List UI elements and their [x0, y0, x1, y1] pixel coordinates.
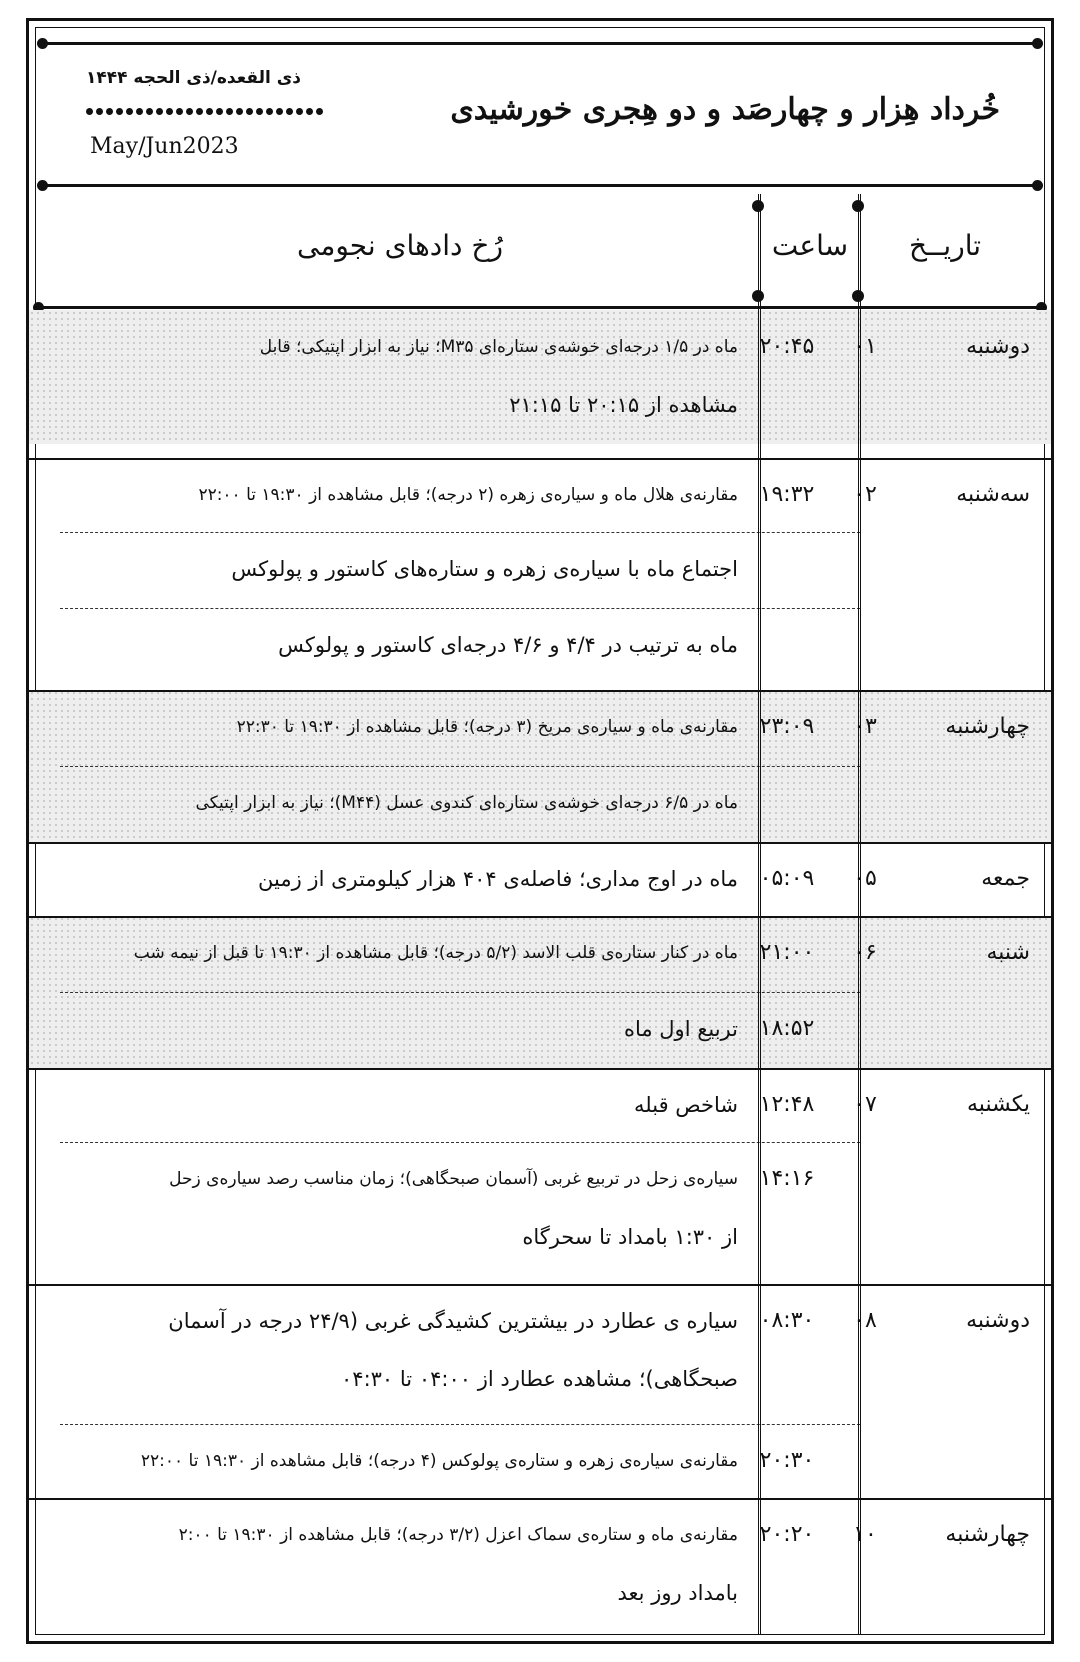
page-title: خُرداد هِزار و چهارصَد و دو هِجری خورشیدی — [450, 92, 1000, 127]
event-time: ۰۵:۰۹ — [759, 866, 815, 891]
row-day-number: ۱۰ — [853, 1522, 877, 1547]
row-day-name: یکشنبه — [967, 1092, 1030, 1117]
event-time: ۲۱:۰۰ — [759, 940, 815, 965]
row-day-name: دوشنبه — [966, 1308, 1030, 1333]
event-separator — [60, 608, 860, 609]
event-text: صبحگاهی)؛ مشاهده عطارد از ۰۴:۰۰ تا ۰۴:۳۰ — [341, 1367, 738, 1391]
row-separator — [26, 458, 1054, 460]
row-day-name: چهارشنبه — [945, 714, 1030, 739]
column-header-date: تاریــخ — [908, 228, 982, 262]
row-day-number: ۰۸ — [853, 1308, 877, 1333]
divider-knob — [852, 290, 864, 302]
event-text: سیاره‌ی زحل در تربیع غربی (آسمان صبحگاهی)؛ زمان مناسب رصد سیاره‌ی زحل — [169, 1169, 738, 1189]
row-day-number: ۰۲ — [853, 482, 877, 507]
row-separator — [26, 916, 1054, 918]
row-day-name: چهارشنبه — [945, 1522, 1030, 1547]
divider-knob — [752, 200, 764, 212]
row-day-number: ۰۳ — [853, 714, 877, 739]
row-separator — [26, 1284, 1054, 1286]
event-separator — [60, 1424, 860, 1425]
row-day-number: ۰۱ — [853, 334, 877, 359]
event-text: ماه به ترتیب در ۴/۴ و ۴/۶ درجه‌ای کاستور و پولوکس — [278, 633, 738, 657]
divider-knob — [752, 290, 764, 302]
event-text: مقارنه‌ی هلال ماه و سیاره‌ی زهره (۲ درجه)؛ قابل مشاهده از ۱۹:۳۰ تا ۲۲:۰۰ — [198, 485, 738, 505]
column-header-time: ساعت — [771, 228, 849, 262]
event-time: ۱۲:۴۸ — [759, 1092, 815, 1117]
event-text: مقارنه‌ی ماه و ستاره‌ی سماک اعزل (۳/۲ درجه)؛ قابل مشاهده از ۱۹:۳۰ تا ۲:۰۰ — [178, 1525, 738, 1545]
row-separator — [26, 842, 1054, 844]
event-text: از ۱:۳۰ بامداد تا سحرگاه — [522, 1225, 738, 1249]
event-time: ۰۸:۳۰ — [759, 1308, 815, 1333]
row-day-number: ۰۵ — [853, 866, 877, 891]
row-day-name: جمعه — [981, 866, 1030, 891]
event-time: ۲۰:۲۰ — [759, 1522, 815, 1547]
event-text: مشاهده از ۲۰:۱۵ تا ۲۱:۱۵ — [509, 393, 738, 417]
row-separator — [26, 1068, 1054, 1070]
event-separator — [60, 992, 860, 993]
row-day-number: ۰۷ — [853, 1092, 877, 1117]
event-time: ۱۴:۱۶ — [759, 1166, 815, 1191]
row-day-name: سه‌شنبه — [956, 482, 1030, 507]
hijri-months: ذی القعده/ذی الحجه ۱۴۴۴ — [86, 68, 302, 88]
date-time-divider — [858, 194, 861, 1634]
time-events-divider — [758, 194, 761, 1634]
event-separator — [60, 532, 860, 533]
column-header-ornament — [38, 306, 1042, 309]
column-header-events: رُخ دادهای نجومی — [297, 228, 503, 262]
event-text: مقارنه‌ی ماه و سیاره‌ی مریخ (۳ درجه)؛ قابل مشاهده از ۱۹:۳۰ تا ۲۲:۳۰ — [236, 717, 738, 737]
event-separator — [60, 766, 860, 767]
event-time: ۲۰:۴۵ — [759, 334, 815, 359]
top-ornament — [42, 42, 1038, 45]
row-separator — [26, 690, 1054, 692]
event-separator — [60, 1142, 860, 1143]
event-text: اجتماع ماه با سیاره‌ی زهره و ستاره‌های کاستور و پولوکس — [231, 557, 738, 581]
divider-knob — [852, 200, 864, 212]
event-time: ۱۹:۳۲ — [759, 482, 815, 507]
event-time: ۲۳:۰۹ — [759, 714, 815, 739]
row-separator — [26, 1498, 1054, 1500]
header-dots — [86, 108, 323, 115]
row-day-number: ۰۶ — [853, 940, 877, 965]
event-text: بامداد روز بعد — [617, 1581, 738, 1605]
event-text: مقارنه‌ی سیاره‌ی زهره و ستاره‌ی پولوکس (۴ درجه)؛ قابل مشاهده از ۱۹:۳۰ تا ۲۲:۰۰ — [140, 1451, 738, 1471]
event-text: سیاره ی عطارد در بیشترین کشیدگی غربی (۲۴/۹ درجه در آسمان — [168, 1309, 738, 1333]
event-text: شاخص قبله — [634, 1093, 738, 1117]
event-time: ۲۰:۳۰ — [759, 1448, 815, 1473]
event-time: ۱۸:۵۲ — [759, 1016, 815, 1041]
event-text: ماه در اوج مداری؛ فاصله‌ی ۴۰۴ هزار کیلومتری از زمین — [258, 867, 738, 891]
row-day-name: دوشنبه — [966, 334, 1030, 359]
header-bottom-ornament — [42, 184, 1038, 187]
gregorian-months: May/Jun2023 — [90, 134, 239, 159]
event-text: ماه در ۶/۵ درجه‌ای خوشه‌ی ستاره‌ای کندوی عسل (M۴۴)؛ نیاز به ابزار اپتیکی — [195, 793, 738, 813]
event-text: تربیع اول ماه — [623, 1017, 738, 1041]
event-text: ماه در ۱/۵ درجه‌ای خوشه‌ی ستاره‌ای M۳۵؛ نیاز به ابزار اپتیکی؛ قابل — [259, 337, 738, 357]
row-day-name: شنبه — [986, 940, 1030, 965]
event-text: ماه در کنار ستاره‌ی قلب الاسد (۵/۲ درجه)؛ قابل مشاهده از ۱۹:۳۰ تا قبل از نیمه شب — [133, 943, 738, 963]
